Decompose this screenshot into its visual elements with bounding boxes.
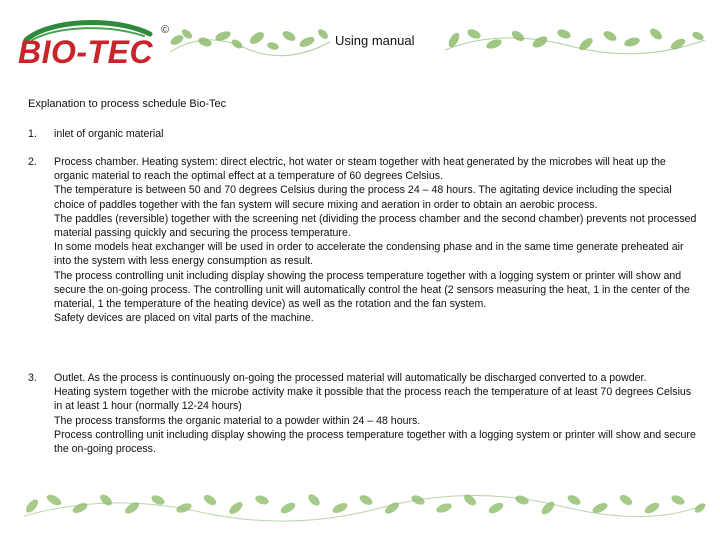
- item-paragraph: Process chamber. Heating system: direct electric, hot water or steam together with heat generated by the microbes will heat up the organic material to reach the optimal effect at a temperature of 60 degrees Celsius.: [54, 156, 666, 183]
- item-paragraph: The process controlling unit including display showing the process temperature together with a logging system or printer will show and secure the on-going process. The controlling unit will automatically control the heat (2 sensors measuring the heat, 1 in the center of the material, 1 the temperature of the heating device) as well as the rotation and the fan system.: [54, 269, 690, 311]
- item-paragraph: The temperature is between 50 and 70 degrees Celsius during the process 24 – 48 hours. The agitating device including the special choice of paddles together with the fan system will secure mixing and aeration in order to obtain an aerobic process.: [54, 184, 672, 211]
- item-paragraph: Safety devices are placed on vital parts of the machine.: [54, 312, 314, 325]
- leaf-sprigs-icon: [440, 22, 710, 58]
- leaf-sprigs-icon: [20, 486, 710, 522]
- item-paragraph: Outlet. As the process is continuously on-going the processed material will automatically be discharged converted to a powder.: [54, 372, 647, 384]
- leaf-decoration-top-right: [440, 22, 710, 58]
- item-lead: Outlet: [54, 372, 83, 384]
- item-number: 1.: [28, 128, 37, 140]
- item-lead: Process chamber: [54, 156, 136, 168]
- leaf-decoration-top-left: [165, 22, 335, 58]
- registered-mark: ©: [161, 24, 170, 36]
- bio-tec-logo: [18, 18, 170, 78]
- item-paragraph: The process transforms the organic material to a powder within 24 – 48 hours.: [54, 414, 421, 427]
- item-number: 3.: [28, 372, 37, 384]
- intro-heading: Explanation to process schedule Bio-Tec: [28, 98, 227, 110]
- item-body: [54, 155, 698, 325]
- item-paragraph: In some models heat exchanger will be used in order to accelerate the condensing phase and in the same time generate preheated air into the system with less energy consumption as result.: [54, 241, 684, 268]
- item-body: [54, 371, 698, 456]
- leaf-sprigs-icon: [165, 22, 335, 58]
- item-number: 2.: [28, 156, 37, 168]
- item-body: [54, 127, 698, 141]
- item-paragraph: The paddles (reversible) together with the screening net (dividing the process chamber and the second chamber) prevents not processed material passing quickly and securing the process temperature.: [54, 212, 697, 240]
- leaf-decoration-bottom: [20, 486, 710, 522]
- logo-text: BIO-TEC: [18, 34, 154, 70]
- item-paragraph: Process controlling unit including display showing the process temperature together with a logging system or printer will show and secure the on-going process.: [54, 428, 696, 456]
- page-title: Using manual: [335, 33, 415, 48]
- item-paragraph: Heating system together with the microbe activity make it possible that the process reach the temperature of at least 70 degrees Celsius in at least 1 hour (normally 12-24 hours): [54, 386, 692, 413]
- item-lead: inlet of organic material: [54, 128, 164, 140]
